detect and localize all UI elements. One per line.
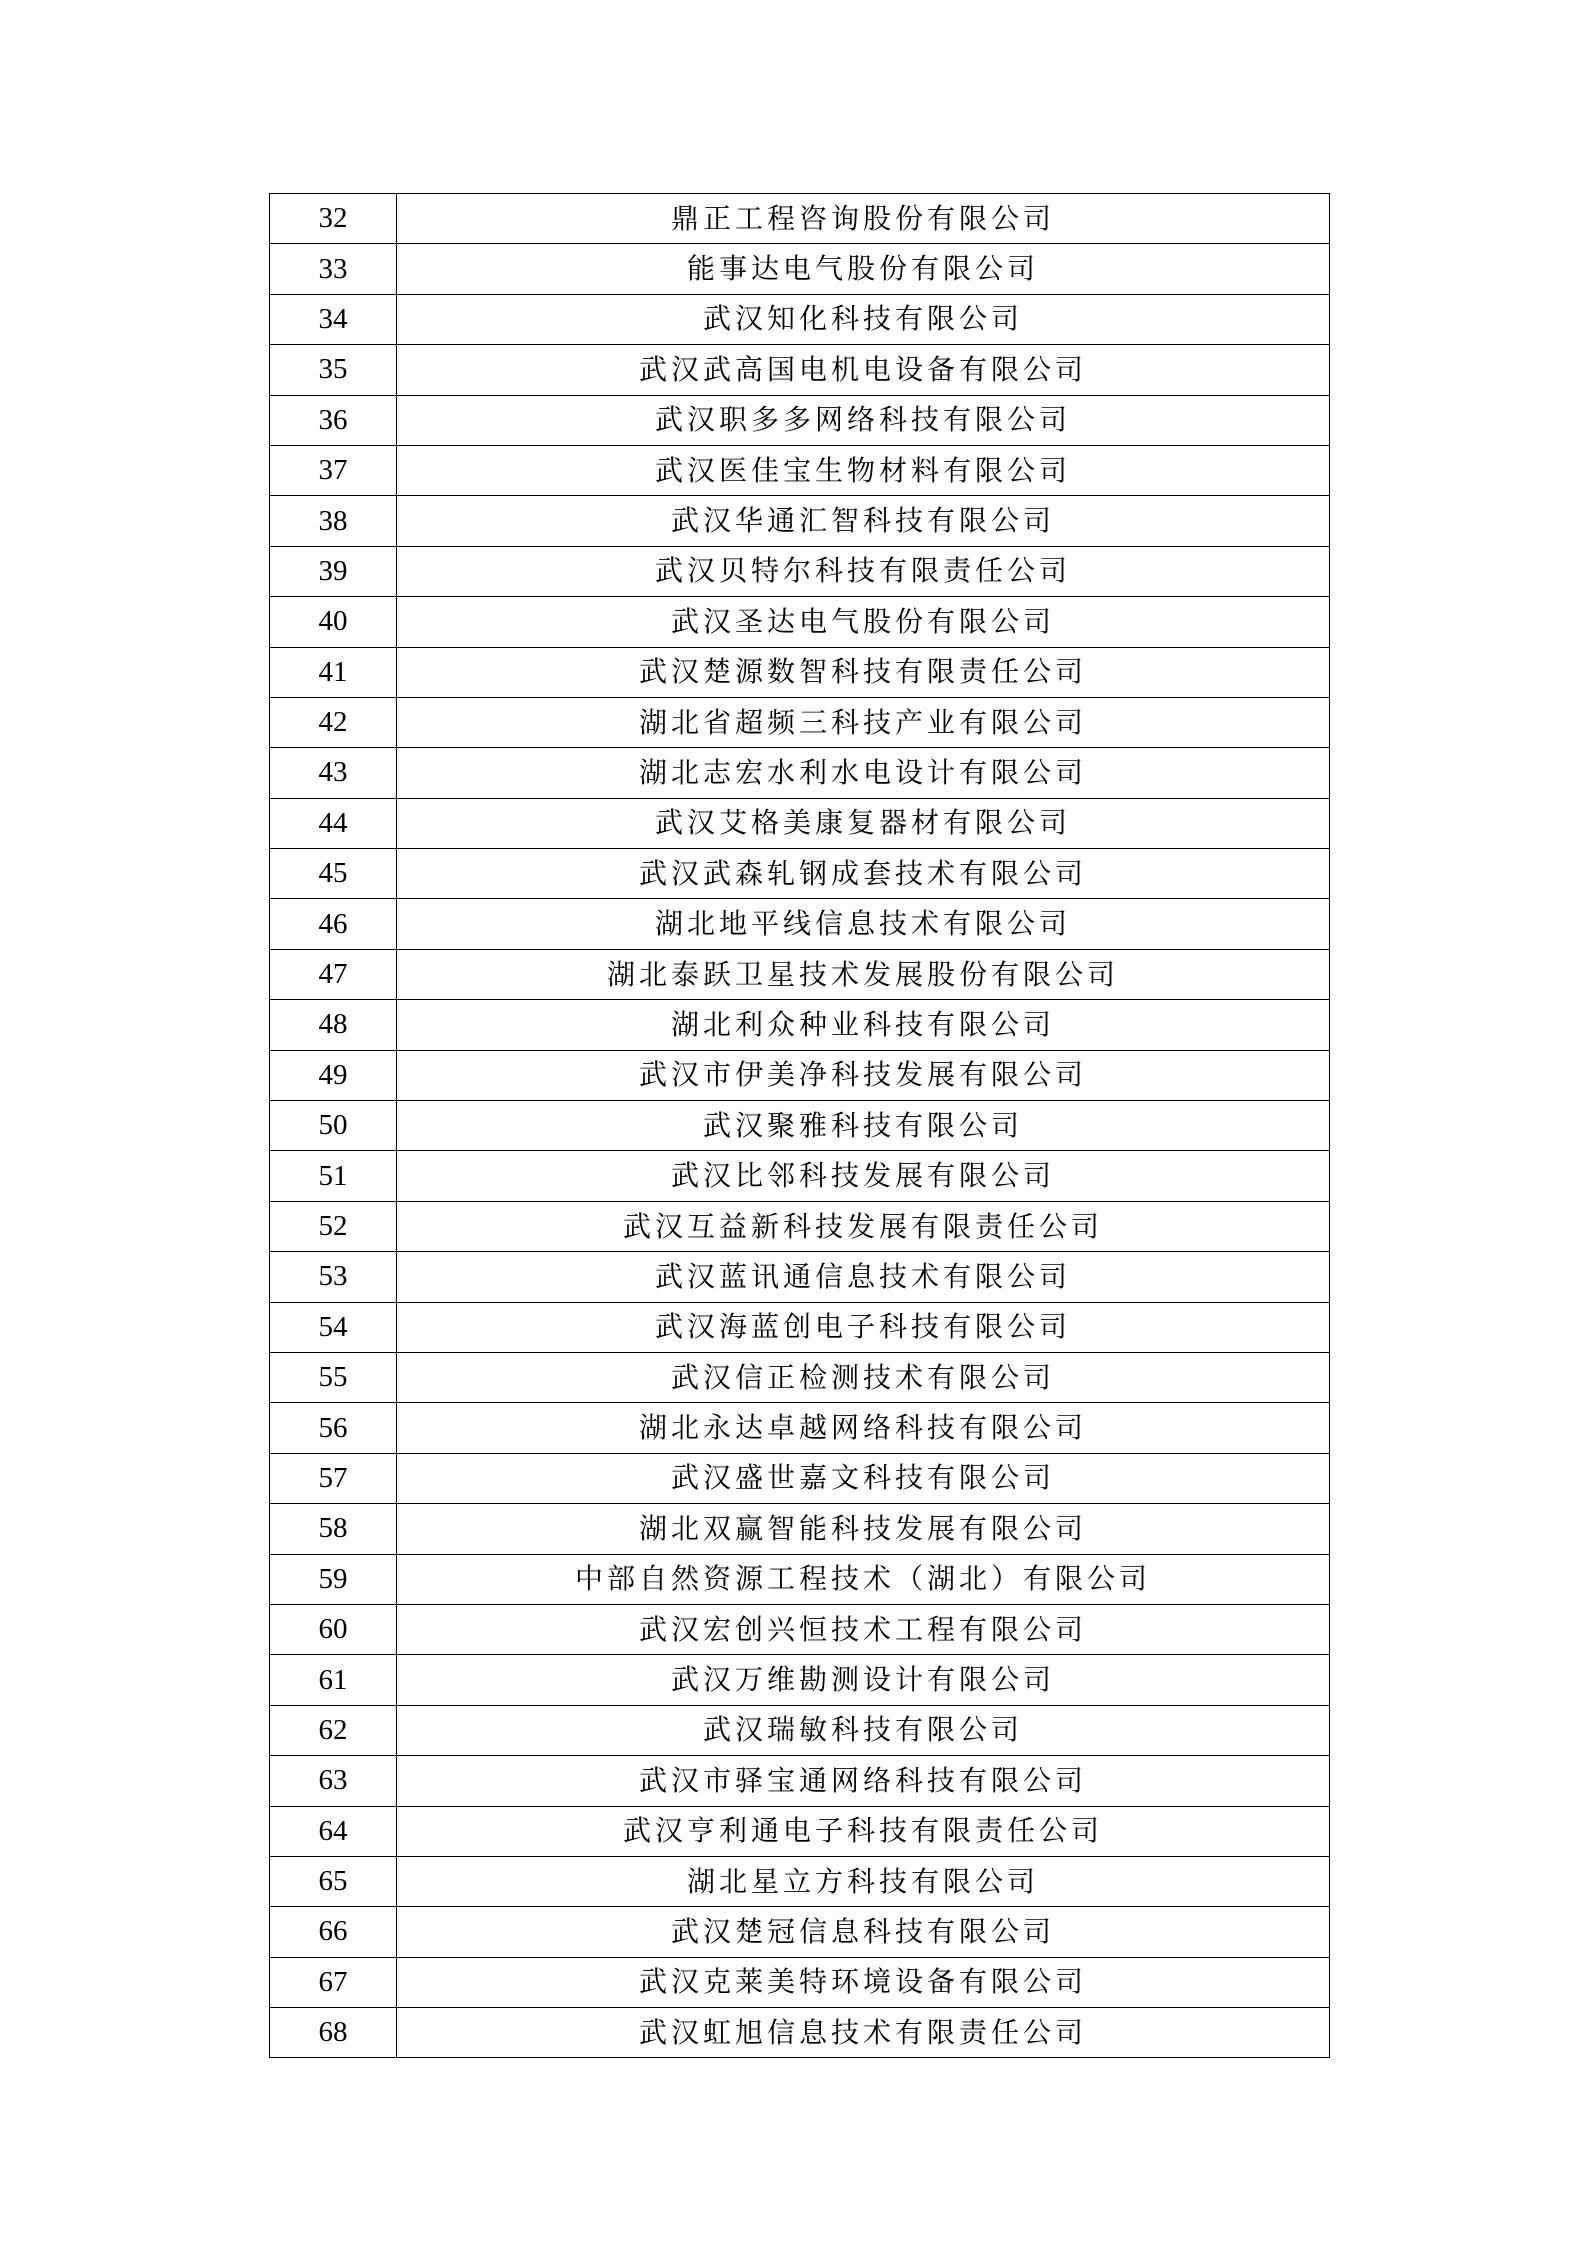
table-row <box>270 1000 1330 1050</box>
row-number-cell: 66 <box>270 1907 397 1957</box>
table-row <box>270 1403 1330 1453</box>
company-name-cell: 武汉华通汇智科技有限公司 <box>397 496 1330 546</box>
row-number-cell: 59 <box>270 1554 397 1604</box>
table-row <box>270 1655 1330 1705</box>
row-number-cell: 32 <box>270 194 397 244</box>
table-row <box>270 1907 1330 1957</box>
company-name-cell: 武汉瑞敏科技有限公司 <box>397 1705 1330 1755</box>
row-number-cell: 50 <box>270 1101 397 1151</box>
company-name-cell: 武汉万维勘测设计有限公司 <box>397 1655 1330 1705</box>
table-row <box>270 697 1330 747</box>
row-number-cell: 37 <box>270 445 397 495</box>
company-name-cell: 湖北泰跃卫星技术发展股份有限公司 <box>397 949 1330 999</box>
table-row <box>270 1050 1330 1100</box>
row-number-cell: 63 <box>270 1756 397 1806</box>
table-row <box>270 1504 1330 1554</box>
table-row <box>270 1806 1330 1856</box>
row-number-cell: 67 <box>270 1957 397 2007</box>
company-name-cell: 武汉市驿宝通网络科技有限公司 <box>397 1756 1330 1806</box>
table-row <box>270 1302 1330 1352</box>
row-number-cell: 45 <box>270 849 397 899</box>
row-number-cell: 65 <box>270 1856 397 1906</box>
table-row <box>270 798 1330 848</box>
row-number-cell: 35 <box>270 345 397 395</box>
company-name-cell: 武汉比邻科技发展有限公司 <box>397 1151 1330 1201</box>
row-number-cell: 44 <box>270 798 397 848</box>
company-name-cell: 武汉圣达电气股份有限公司 <box>397 597 1330 647</box>
table-row <box>270 1604 1330 1654</box>
company-name-cell: 湖北永达卓越网络科技有限公司 <box>397 1403 1330 1453</box>
table-row <box>270 1756 1330 1806</box>
company-name-cell: 武汉亨利通电子科技有限责任公司 <box>397 1806 1330 1856</box>
table-row <box>270 496 1330 546</box>
row-number-cell: 42 <box>270 697 397 747</box>
company-name-cell: 湖北志宏水利水电设计有限公司 <box>397 748 1330 798</box>
row-number-cell: 58 <box>270 1504 397 1554</box>
row-number-cell: 39 <box>270 546 397 596</box>
table-row <box>270 1856 1330 1906</box>
table-row <box>270 345 1330 395</box>
table-row <box>270 597 1330 647</box>
row-number-cell: 41 <box>270 647 397 697</box>
table-row <box>270 1101 1330 1151</box>
company-name-cell: 武汉楚源数智科技有限责任公司 <box>397 647 1330 697</box>
table-row <box>270 244 1330 294</box>
row-number-cell: 34 <box>270 294 397 344</box>
company-name-cell: 武汉聚雅科技有限公司 <box>397 1101 1330 1151</box>
table-row <box>270 1453 1330 1503</box>
table-row <box>270 949 1330 999</box>
table-row <box>270 2008 1330 2058</box>
table-row <box>270 1554 1330 1604</box>
company-name-cell: 鼎正工程咨询股份有限公司 <box>397 194 1330 244</box>
row-number-cell: 55 <box>270 1352 397 1402</box>
row-number-cell: 47 <box>270 949 397 999</box>
row-number-cell: 49 <box>270 1050 397 1100</box>
row-number-cell: 48 <box>270 1000 397 1050</box>
row-number-cell: 54 <box>270 1302 397 1352</box>
row-number-cell: 36 <box>270 395 397 445</box>
table-row <box>270 395 1330 445</box>
row-number-cell: 46 <box>270 899 397 949</box>
company-name-cell: 武汉艾格美康复器材有限公司 <box>397 798 1330 848</box>
row-number-cell: 38 <box>270 496 397 546</box>
company-name-cell: 武汉宏创兴恒技术工程有限公司 <box>397 1604 1330 1654</box>
table-row <box>270 1151 1330 1201</box>
company-name-cell: 武汉虹旭信息技术有限责任公司 <box>397 2008 1330 2058</box>
row-number-cell: 51 <box>270 1151 397 1201</box>
company-name-cell: 湖北利众种业科技有限公司 <box>397 1000 1330 1050</box>
company-name-cell: 武汉贝特尔科技有限责任公司 <box>397 546 1330 596</box>
company-name-cell: 武汉市伊美净科技发展有限公司 <box>397 1050 1330 1100</box>
table-row <box>270 849 1330 899</box>
table-row <box>270 1352 1330 1402</box>
company-name-cell: 武汉信正检测技术有限公司 <box>397 1352 1330 1402</box>
table-row <box>270 1957 1330 2007</box>
company-name-cell: 武汉克莱美特环境设备有限公司 <box>397 1957 1330 2007</box>
company-name-cell: 武汉海蓝创电子科技有限公司 <box>397 1302 1330 1352</box>
company-name-cell: 湖北地平线信息技术有限公司 <box>397 899 1330 949</box>
company-name-cell: 武汉医佳宝生物材料有限公司 <box>397 445 1330 495</box>
row-number-cell: 57 <box>270 1453 397 1503</box>
row-number-cell: 40 <box>270 597 397 647</box>
table-row <box>270 1705 1330 1755</box>
table-row <box>270 546 1330 596</box>
company-name-cell: 湖北星立方科技有限公司 <box>397 1856 1330 1906</box>
company-name-cell: 湖北双赢智能科技发展有限公司 <box>397 1504 1330 1554</box>
row-number-cell: 43 <box>270 748 397 798</box>
row-number-cell: 53 <box>270 1252 397 1302</box>
company-name-cell: 能事达电气股份有限公司 <box>397 244 1330 294</box>
table-row <box>270 1252 1330 1302</box>
row-number-cell: 60 <box>270 1604 397 1654</box>
company-name-cell: 中部自然资源工程技术（湖北）有限公司 <box>397 1554 1330 1604</box>
row-number-cell: 33 <box>270 244 397 294</box>
table-row <box>270 647 1330 697</box>
table-row <box>270 194 1330 244</box>
table-row <box>270 748 1330 798</box>
table-body <box>270 194 1330 2058</box>
company-name-cell: 武汉职多多网络科技有限公司 <box>397 395 1330 445</box>
company-name-cell: 武汉互益新科技发展有限责任公司 <box>397 1201 1330 1251</box>
row-number-cell: 68 <box>270 2008 397 2058</box>
company-name-cell: 武汉蓝讯通信息技术有限公司 <box>397 1252 1330 1302</box>
table-row <box>270 445 1330 495</box>
row-number-cell: 61 <box>270 1655 397 1705</box>
company-name-cell: 武汉楚冠信息科技有限公司 <box>397 1907 1330 1957</box>
row-number-cell: 62 <box>270 1705 397 1755</box>
company-list-table <box>269 193 1330 2058</box>
table-row <box>270 1201 1330 1251</box>
row-number-cell: 64 <box>270 1806 397 1856</box>
company-name-cell: 武汉知化科技有限公司 <box>397 294 1330 344</box>
company-name-cell: 武汉盛世嘉文科技有限公司 <box>397 1453 1330 1503</box>
table-row <box>270 899 1330 949</box>
company-name-cell: 武汉武高国电机电设备有限公司 <box>397 345 1330 395</box>
company-name-cell: 湖北省超频三科技产业有限公司 <box>397 697 1330 747</box>
table-row <box>270 294 1330 344</box>
row-number-cell: 52 <box>270 1201 397 1251</box>
row-number-cell: 56 <box>270 1403 397 1453</box>
company-name-cell: 武汉武森轧钢成套技术有限公司 <box>397 849 1330 899</box>
